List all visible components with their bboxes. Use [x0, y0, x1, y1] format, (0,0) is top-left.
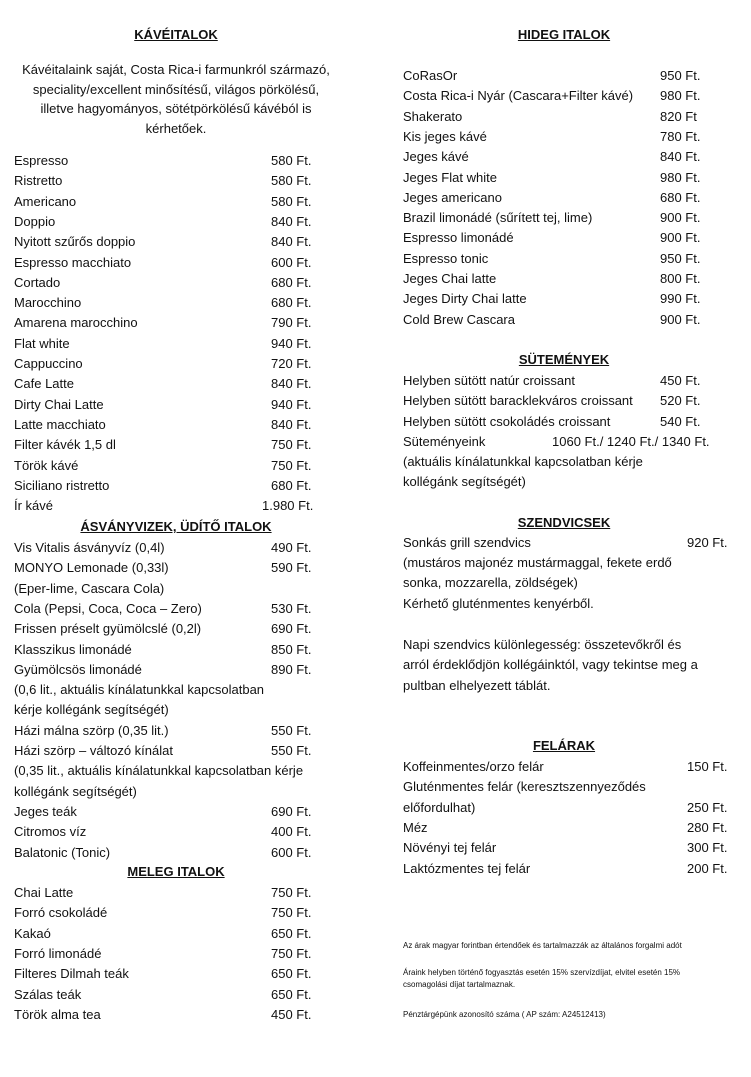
- intro-line: kérhetőek.: [145, 120, 207, 136]
- item-price: 680 Ft.: [271, 274, 312, 290]
- item-name: Forró limonádé: [14, 945, 102, 961]
- item-price: 750 Ft.: [271, 945, 312, 961]
- item-note: kollégánk segítségét): [403, 474, 526, 490]
- item-note: Kérhető gluténmentes kenyérből.: [403, 595, 594, 611]
- footer-note: Áraink helyben történő fogyasztás esetén 15% szervízdíjat, elvitel esetén 15%: [403, 968, 681, 977]
- item-price: 680 Ft.: [660, 189, 701, 205]
- item-price: 450 Ft.: [271, 1006, 312, 1022]
- item-name: Kis jeges kávé: [403, 128, 487, 144]
- section-heading: ÁSVÁNYVIZEK, ÜDÍTŐ ITALOK: [80, 519, 272, 534]
- item-price: 650 Ft.: [271, 966, 312, 982]
- item-name: Jeges Dirty Chai latte: [403, 291, 527, 307]
- item-name: Cortado: [14, 274, 61, 290]
- item-price: 820 Ft: [660, 108, 697, 124]
- item-price: 690 Ft.: [271, 803, 312, 819]
- item-name: Helyben sütött csokoládés croissant: [403, 413, 611, 429]
- item-name: Török alma tea: [14, 1006, 101, 1022]
- item-name: Costa Rica-i Nyár (Cascara+Filter kávé): [403, 88, 634, 104]
- item-price: 300 Ft.: [687, 840, 728, 856]
- item-note: (mustáros majonéz mustármaggal, fekete erdő: [403, 555, 672, 570]
- section-heading: FELÁRAK: [532, 738, 596, 753]
- item-price: 540 Ft.: [660, 413, 701, 429]
- item-name: Házi szörp – változó kínálat: [14, 743, 173, 758]
- section-heading: KÁVÉITALOK: [134, 27, 218, 42]
- item-price: 690 Ft.: [271, 621, 312, 637]
- footer-note: Pénztárgépünk azonosító száma ( AP szám: A24512413): [403, 1010, 606, 1019]
- item-price: 550 Ft.: [271, 722, 312, 738]
- item-price: 890 Ft.: [271, 661, 312, 677]
- item-name: Siciliano ristretto: [14, 477, 110, 493]
- item-name: Nyitott szűrős doppio: [14, 234, 136, 250]
- item-price: 490 Ft.: [271, 540, 312, 555]
- item-price: 840 Ft.: [660, 149, 701, 165]
- item-price: 520 Ft.: [660, 393, 701, 409]
- section-heading: SZENDVICSEK: [517, 515, 611, 530]
- item-price: 720 Ft.: [271, 356, 312, 371]
- item-name: Ír kávé: [14, 498, 54, 514]
- item-price: 580 Ft.: [271, 173, 312, 189]
- item-name: Doppio: [14, 213, 56, 229]
- item-name: Americano: [14, 193, 77, 209]
- item-name: Vis Vitalis ásványvíz (0,4l): [14, 540, 165, 555]
- item-note: (0,35 lit., aktuális kínálatunkkal kapcsolatban kérje: [14, 763, 304, 779]
- item-name: előfordulhat): [403, 799, 476, 815]
- item-price: 280 Ft.: [687, 819, 728, 835]
- daily-special-note: pultban elhelyezett táblát.: [403, 677, 551, 693]
- item-name: Méz: [403, 819, 428, 835]
- item-price: 950 Ft.: [660, 250, 701, 266]
- item-price: 1.980 Ft.: [262, 498, 314, 514]
- item-note: (Eper-lime, Cascara Cola): [14, 580, 165, 596]
- item-price: 450 Ft.: [660, 373, 701, 388]
- item-name: Citromos víz: [14, 824, 87, 840]
- item-note: (aktuális kínálatunkkal kapcsolatban kérje: [403, 454, 643, 469]
- item-name: Ristretto: [14, 173, 63, 189]
- item-price: 790 Ft.: [271, 315, 312, 331]
- item-name: Chai Latte: [14, 885, 74, 900]
- item-price: 800 Ft.: [660, 271, 701, 286]
- item-price: 680 Ft.: [271, 295, 312, 311]
- section-heading: SÜTEMÉNYEK: [518, 352, 610, 367]
- item-price: 650 Ft.: [271, 986, 312, 1002]
- item-price: 530 Ft.: [271, 600, 312, 616]
- item-name: Gyümölcsös limonádé: [14, 661, 142, 677]
- footer-note: Az árak magyar forintban értendőek és tartalmazzák az általános forgalmi adót: [403, 941, 682, 950]
- item-price: 580 Ft.: [271, 153, 312, 168]
- item-name: Dirty Chai Latte: [14, 396, 104, 412]
- daily-special-note: arról érdeklődjön kollégáinktól, vagy tekintse meg a: [403, 657, 698, 673]
- item-price: 920 Ft.: [687, 535, 728, 550]
- item-name: Növényi tej felár: [403, 840, 497, 856]
- item-name: Marocchino: [14, 295, 82, 311]
- item-note: Gluténmentes felár (keresztszennyeződés: [403, 779, 646, 795]
- item-name: Filter kávék 1,5 dl: [14, 437, 116, 453]
- item-name: Shakerato: [403, 108, 463, 124]
- item-price: 590 Ft.: [271, 560, 312, 576]
- item-price: 580 Ft.: [271, 193, 312, 209]
- intro-line: Kávéitalaink saját, Costa Rica-i farmunkról származó,: [22, 62, 330, 77]
- item-name: Süteményeink: [403, 434, 486, 449]
- item-name: Jeges kávé: [403, 149, 469, 165]
- item-name: Espresso macchiato: [14, 254, 132, 270]
- item-price: 840 Ft.: [271, 234, 312, 250]
- item-name: Filteres Dilmah teák: [14, 966, 129, 982]
- item-name: Koffeinmentes/orzo felár: [403, 759, 544, 774]
- item-price: 750 Ft.: [271, 457, 312, 473]
- item-name: Cappuccino: [14, 356, 83, 371]
- item-price: 680 Ft.: [271, 477, 312, 493]
- item-name: Frissen préselt gyümölcslé (0,2l): [14, 621, 202, 637]
- section-heading: HIDEG ITALOK: [517, 27, 611, 42]
- item-name: Török kávé: [14, 457, 79, 473]
- intro-line: speciality/excellent minősítésű, világos pörkölésű,: [32, 81, 320, 97]
- footer-note: csomagolási díjat tartalmaznak.: [403, 980, 516, 989]
- item-name: Jeges Chai latte: [403, 271, 497, 286]
- item-price: 400 Ft.: [271, 824, 312, 840]
- item-name: CoRasOr: [403, 68, 458, 83]
- item-name: Brazil limonádé (sűrített tej, lime): [403, 210, 593, 226]
- item-name: Latte macchiato: [14, 416, 106, 432]
- item-name: Szálas teák: [14, 986, 82, 1002]
- item-price: 840 Ft.: [271, 376, 312, 392]
- item-price: 600 Ft.: [271, 844, 312, 860]
- section-heading: MELEG ITALOK: [127, 864, 225, 879]
- item-name: Jeges teák: [14, 803, 77, 819]
- item-price: 990 Ft.: [660, 291, 701, 307]
- item-name: Balatonic (Tonic): [14, 844, 111, 860]
- item-name: Flat white: [14, 335, 70, 351]
- item-name: Sonkás grill szendvics: [403, 535, 531, 550]
- item-name: Kakaó: [14, 925, 51, 941]
- item-price: 200 Ft.: [687, 860, 728, 876]
- item-price: 840 Ft.: [271, 416, 312, 432]
- item-note: kérje kollégánk segítségét): [14, 702, 169, 718]
- item-price: 1060 Ft./ 1240 Ft./ 1340 Ft.: [552, 434, 710, 449]
- item-price: 900 Ft.: [660, 210, 701, 226]
- item-name: Espresso limonádé: [403, 230, 514, 246]
- item-price: 840 Ft.: [271, 213, 312, 229]
- item-price: 900 Ft.: [660, 311, 701, 327]
- item-note: kollégánk segítségét): [14, 783, 137, 799]
- item-price: 650 Ft.: [271, 925, 312, 941]
- item-name: Cold Brew Cascara: [403, 311, 515, 327]
- item-price: 150 Ft.: [687, 759, 728, 774]
- item-note: sonka, mozzarella, zöldségek): [403, 575, 578, 591]
- item-note: (0,6 lit., aktuális kínálatunkkal kapcsolatban: [14, 682, 265, 698]
- item-name: Helyben sütött natúr croissant: [403, 373, 575, 388]
- item-name: Házi málna szörp (0,35 lit.): [14, 722, 169, 738]
- item-name: Espresso: [14, 153, 69, 168]
- item-price: 940 Ft.: [271, 396, 312, 412]
- item-name: Forró csokoládé: [14, 905, 108, 921]
- item-price: 780 Ft.: [660, 128, 701, 144]
- item-name: Jeges americano: [403, 189, 502, 205]
- item-name: Cafe Latte: [14, 376, 74, 392]
- daily-special-note: Napi szendvics különlegesség: összetevőkről és: [403, 637, 682, 652]
- item-price: 980 Ft.: [660, 169, 701, 185]
- item-price: 250 Ft.: [687, 799, 728, 815]
- item-name: Cola (Pepsi, Coca, Coca – Zero): [14, 600, 202, 616]
- item-price: 950 Ft.: [660, 68, 701, 83]
- item-price: 750 Ft.: [271, 905, 312, 921]
- item-name: Jeges Flat white: [403, 169, 497, 185]
- item-name: MONYO Lemonade (0,33l): [14, 560, 169, 576]
- item-price: 750 Ft.: [271, 885, 312, 900]
- item-name: Espresso tonic: [403, 250, 489, 266]
- item-price: 980 Ft.: [660, 88, 701, 104]
- item-name: Helyben sütött baracklekváros croissant: [403, 393, 633, 409]
- item-price: 600 Ft.: [271, 254, 312, 270]
- item-name: Amarena marocchino: [14, 315, 138, 331]
- item-price: 900 Ft.: [660, 230, 701, 246]
- item-price: 940 Ft.: [271, 335, 312, 351]
- item-name: Klasszikus limonádé: [14, 641, 132, 657]
- intro-line: illetve hagyományos, sötétpörkölésű kávéból is: [40, 101, 312, 116]
- item-name: Laktózmentes tej felár: [403, 860, 531, 876]
- item-price: 750 Ft.: [271, 437, 312, 453]
- item-price: 550 Ft.: [271, 743, 312, 758]
- item-price: 850 Ft.: [271, 641, 312, 657]
